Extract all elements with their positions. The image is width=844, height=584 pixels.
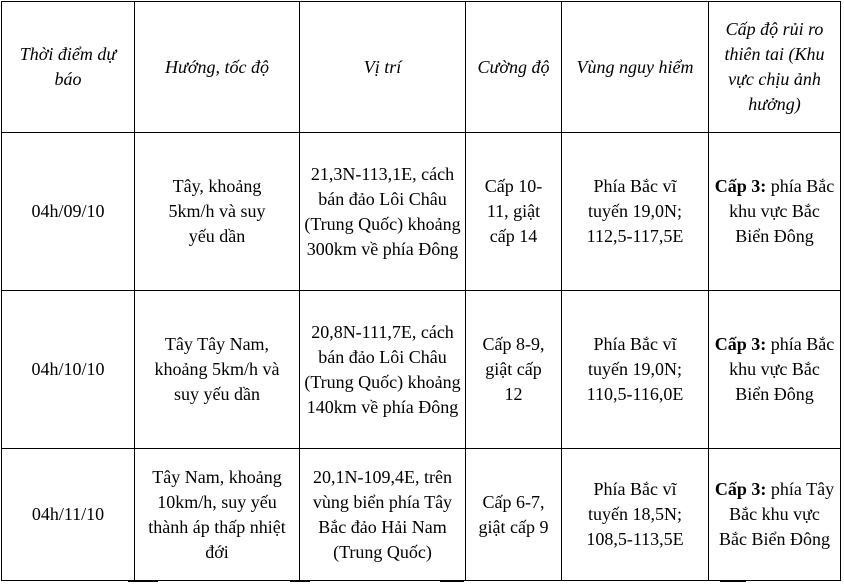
header-danger-zone: Vùng nguy hiểm bbox=[562, 2, 709, 133]
header-forecast-time: Thời điểm dự báo bbox=[2, 2, 135, 133]
cell-intensity: Cấp 10-11, giật cấp 14 bbox=[466, 133, 562, 291]
cell-time: 04h/11/10 bbox=[2, 449, 135, 581]
cell-danger-zone: Phía Bắc vĩ tuyến 18,5N; 108,5-113,5E bbox=[562, 449, 709, 581]
risk-level-label: Cấp 3: bbox=[714, 334, 767, 354]
cell-position: 20,1N-109,4E, trên vùng biển phía Tây Bắc đảo Hải Nam (Trung Quốc) bbox=[300, 449, 466, 581]
cell-risk bbox=[709, 449, 841, 581]
risk-area-text: phía Bắc khu vực Bắc Biển Đông bbox=[729, 334, 835, 404]
cell-risk bbox=[709, 133, 841, 291]
cell-intensity: Cấp 8-9, giật cấp 12 bbox=[466, 291, 562, 449]
cell-position: 21,3N-113,1E, cách bán đảo Lôi Châu (Trung Quốc) khoảng 300km về phía Đông bbox=[300, 133, 466, 291]
cell-danger-zone: Phía Bắc vĩ tuyến 19,0N; 112,5-117,5E bbox=[562, 133, 709, 291]
cell-danger-zone: Phía Bắc vĩ tuyến 19,0N; 110,5-116,0E bbox=[562, 291, 709, 449]
cell-intensity: Cấp 6-7, giật cấp 9 bbox=[466, 449, 562, 581]
table-header-row bbox=[2, 2, 841, 133]
cell-direction: Tây Tây Nam, khoảng 5km/h và suy yếu dần bbox=[135, 291, 300, 449]
cell-time: 04h/10/10 bbox=[2, 291, 135, 449]
risk-area-text: phía Bắc khu vực Bắc Biển Đông bbox=[729, 176, 835, 246]
table-row bbox=[2, 449, 841, 581]
header-direction-speed: Hướng, tốc độ bbox=[135, 2, 300, 133]
header-risk-level: Cấp độ rủi ro thiên tai (Khu vực chịu ảnh hưởng) bbox=[709, 2, 841, 133]
table-row bbox=[2, 133, 841, 291]
cell-direction: Tây, khoảng 5km/h và suy yếu dần bbox=[135, 133, 300, 291]
cell-risk bbox=[709, 291, 841, 449]
cropped-next-line bbox=[0, 580, 844, 584]
forecast-table bbox=[1, 1, 841, 581]
table-row bbox=[2, 291, 841, 449]
risk-area-text: phía Tây Bắc khu vực Bắc Biển Đông bbox=[719, 479, 835, 549]
cell-direction: Tây Nam, khoảng 10km/h, suy yếu thành áp thấp nhiệt đới bbox=[135, 449, 300, 581]
risk-level-label: Cấp 3: bbox=[714, 176, 767, 196]
header-intensity: Cường độ bbox=[466, 2, 562, 133]
header-position: Vị trí bbox=[300, 2, 466, 133]
cell-position: 20,8N-111,7E, cách bán đảo Lôi Châu (Trung Quốc) khoảng 140km về phía Đông bbox=[300, 291, 466, 449]
risk-level-label: Cấp 3: bbox=[714, 479, 767, 499]
cell-time: 04h/09/10 bbox=[2, 133, 135, 291]
